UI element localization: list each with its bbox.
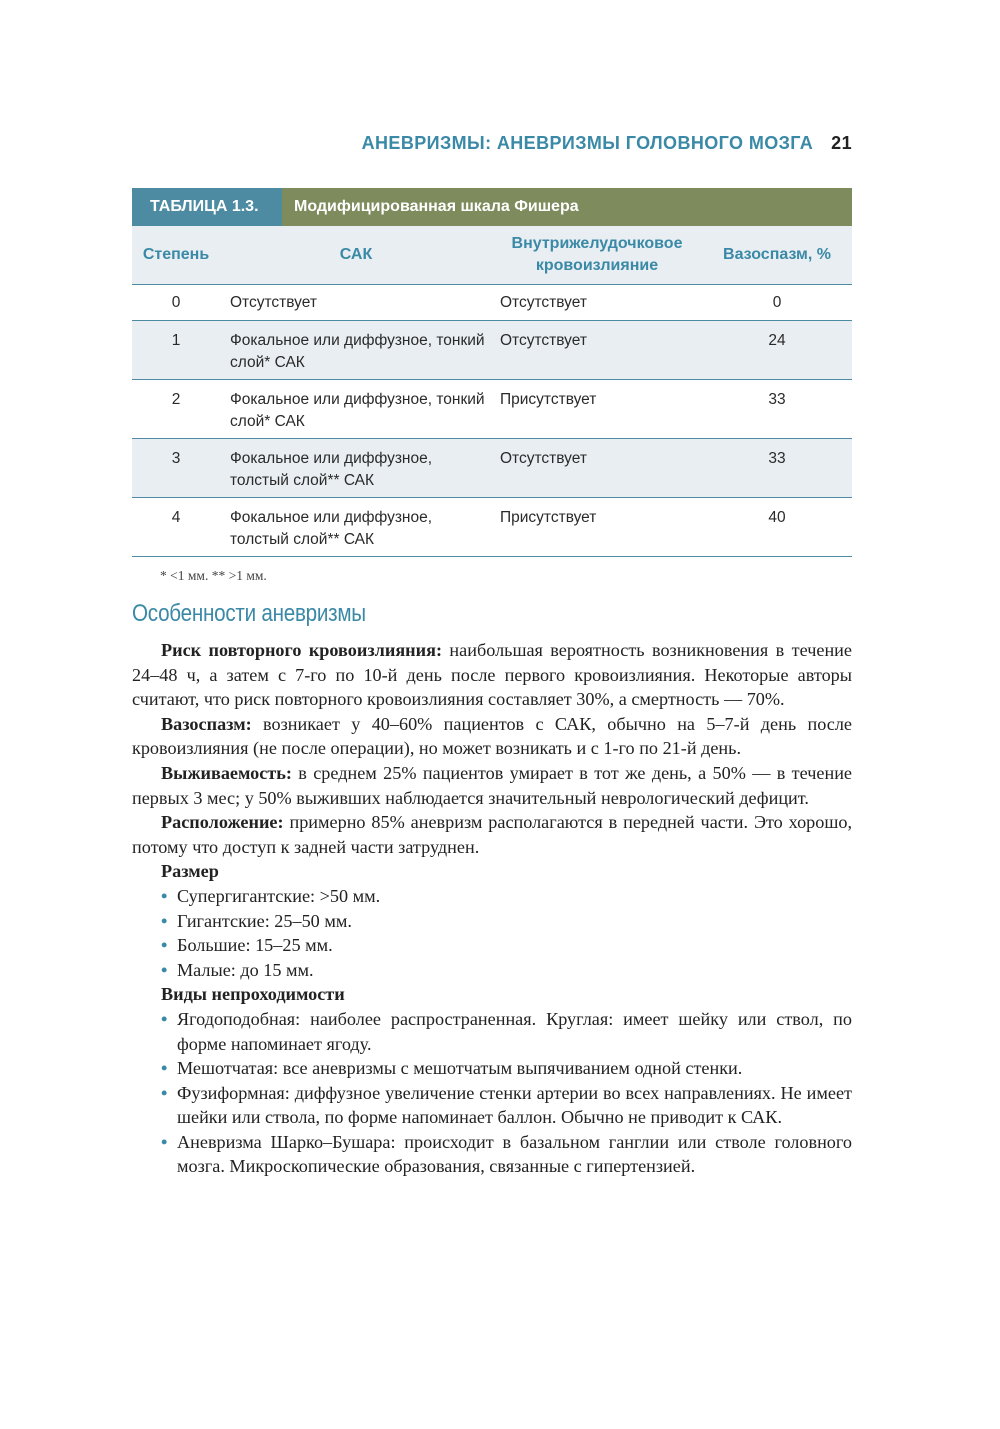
list-item: • Аневризма Шарко–Бушара: происходит в базальном ганглии или стволе головного мозга. Микроскопические образования, связанные с гипертензией.: [161, 1130, 852, 1179]
paragraph-vasospasm: [132, 712, 852, 761]
table-caption: [132, 188, 852, 226]
types-heading: Виды непроходимости: [161, 984, 345, 1005]
cell-ivh: Присутствует: [500, 391, 597, 408]
section-body: [132, 638, 852, 1179]
column-header-ivh: Внутрижелудочковое кровоизлияние: [511, 235, 683, 274]
types-list: [132, 1007, 852, 1179]
table-row: [132, 380, 852, 439]
table-footnote: * <1 мм. ** >1 мм.: [160, 568, 267, 583]
table-header-row: [132, 226, 852, 285]
paragraph-survival: [132, 761, 852, 810]
cell-ivh: Отсутствует: [500, 294, 587, 311]
cell-grade: 3: [171, 450, 181, 467]
cell-ivh: Присутствует: [500, 509, 597, 526]
cell-vasospasm: 40: [768, 509, 786, 526]
table-row: [132, 439, 852, 498]
paragraph-rebleeding: [132, 638, 852, 712]
list-item: • Ягодоподобная: наиболее распространенная. Круглая: имеет шейку или ствол, по форме напоминает ягоду.: [161, 1007, 852, 1056]
page-number: 21: [831, 133, 852, 153]
paragraph-lead: Расположение:: [161, 812, 284, 833]
list-item: • Гигантские: 25–50 мм.: [161, 909, 852, 934]
table-row: [132, 498, 852, 557]
cell-sak: Фокальное или диффузное, толстый слой** САК: [230, 509, 433, 548]
cell-vasospasm: 33: [768, 450, 786, 467]
table-row: [132, 321, 852, 380]
column-header-vasospasm: Вазоспазм, %: [723, 246, 831, 263]
list-item: • Большие: 15–25 мм.: [161, 933, 852, 958]
table-row: [132, 285, 852, 321]
cell-grade: 2: [171, 391, 181, 408]
paragraph-text: возникает у 40–60% пациентов с САК, обычно на 5–7-й день после кровоизлияния (не после операции), но может возникать и с 1-го по 21-й день.: [132, 713, 852, 759]
column-header-grade: Степень: [142, 246, 210, 263]
cell-sak: Фокальное или диффузное, толстый слой** САК: [230, 450, 433, 489]
column-header-sak: САК: [339, 246, 373, 263]
cell-vasospasm: 0: [772, 294, 782, 311]
cell-vasospasm: 33: [768, 391, 786, 408]
cell-ivh: Отсутствует: [500, 332, 587, 349]
list-item: • Малые: до 15 мм.: [161, 958, 852, 983]
cell-sak: Фокальное или диффузное, тонкий слой* САК: [230, 391, 485, 430]
running-head-title: АНЕВРИЗМЫ: АНЕВРИЗМЫ ГОЛОВНОГО МОЗГА: [361, 133, 814, 153]
paragraph-location: [132, 810, 852, 859]
cell-grade: 4: [171, 509, 181, 526]
paragraph-text: примерно 85% аневризм располагаются в передней части. Это хорошо, потому что доступ к задней части затруднен.: [132, 812, 852, 857]
paragraph-lead: Риск повторного кровоизлияния:: [161, 640, 443, 660]
cell-grade: 0: [171, 294, 181, 311]
paragraph-text: в среднем 25% пациентов умирает в тот же день, а 50% — в течение первых 3 мес; у 50% выживших наблюдается значительный неврологический дефицит.: [132, 762, 852, 808]
cell-sak: Фокальное или диффузное, тонкий слой* САК: [230, 332, 485, 371]
paragraph-text: наибольшая вероятность возникновения в течение 24–48 ч, а затем с 7-го по 10-й день после первого кровоизлияния. Некоторые авторы считают, что риск повторного кровоизлияния составляет 30%, а смертность — 70%.: [132, 640, 852, 710]
cell-ivh: Отсутствует: [500, 450, 587, 467]
cell-sak: Отсутствует: [230, 294, 317, 311]
running-head: [132, 133, 852, 154]
paragraph-lead: Вазоспазм:: [161, 713, 252, 734]
size-heading: Размер: [161, 861, 219, 882]
fisher-scale-table: [132, 188, 852, 557]
table-title: Модифицированная шкала Фишера: [282, 188, 852, 226]
cell-grade: 1: [171, 332, 181, 349]
section-title: Особенности аневризмы: [132, 600, 366, 627]
table-label: ТАБЛИЦА 1.3.: [132, 188, 282, 226]
size-list: [132, 884, 852, 982]
list-item: • Супергигантские: >50 мм.: [161, 884, 852, 909]
cell-vasospasm: 24: [768, 332, 786, 349]
list-item: • Мешотчатая: все аневризмы с мешотчатым выпячиванием одной стенки.: [161, 1056, 852, 1081]
list-item: • Фузиформная: диффузное увеличение стенки артерии во всех направлениях. Не имеет шейки или ствола, по форме напоминает баллон. Обычно не приводит к САК.: [161, 1081, 852, 1130]
paragraph-lead: Выживаемость:: [161, 762, 292, 783]
